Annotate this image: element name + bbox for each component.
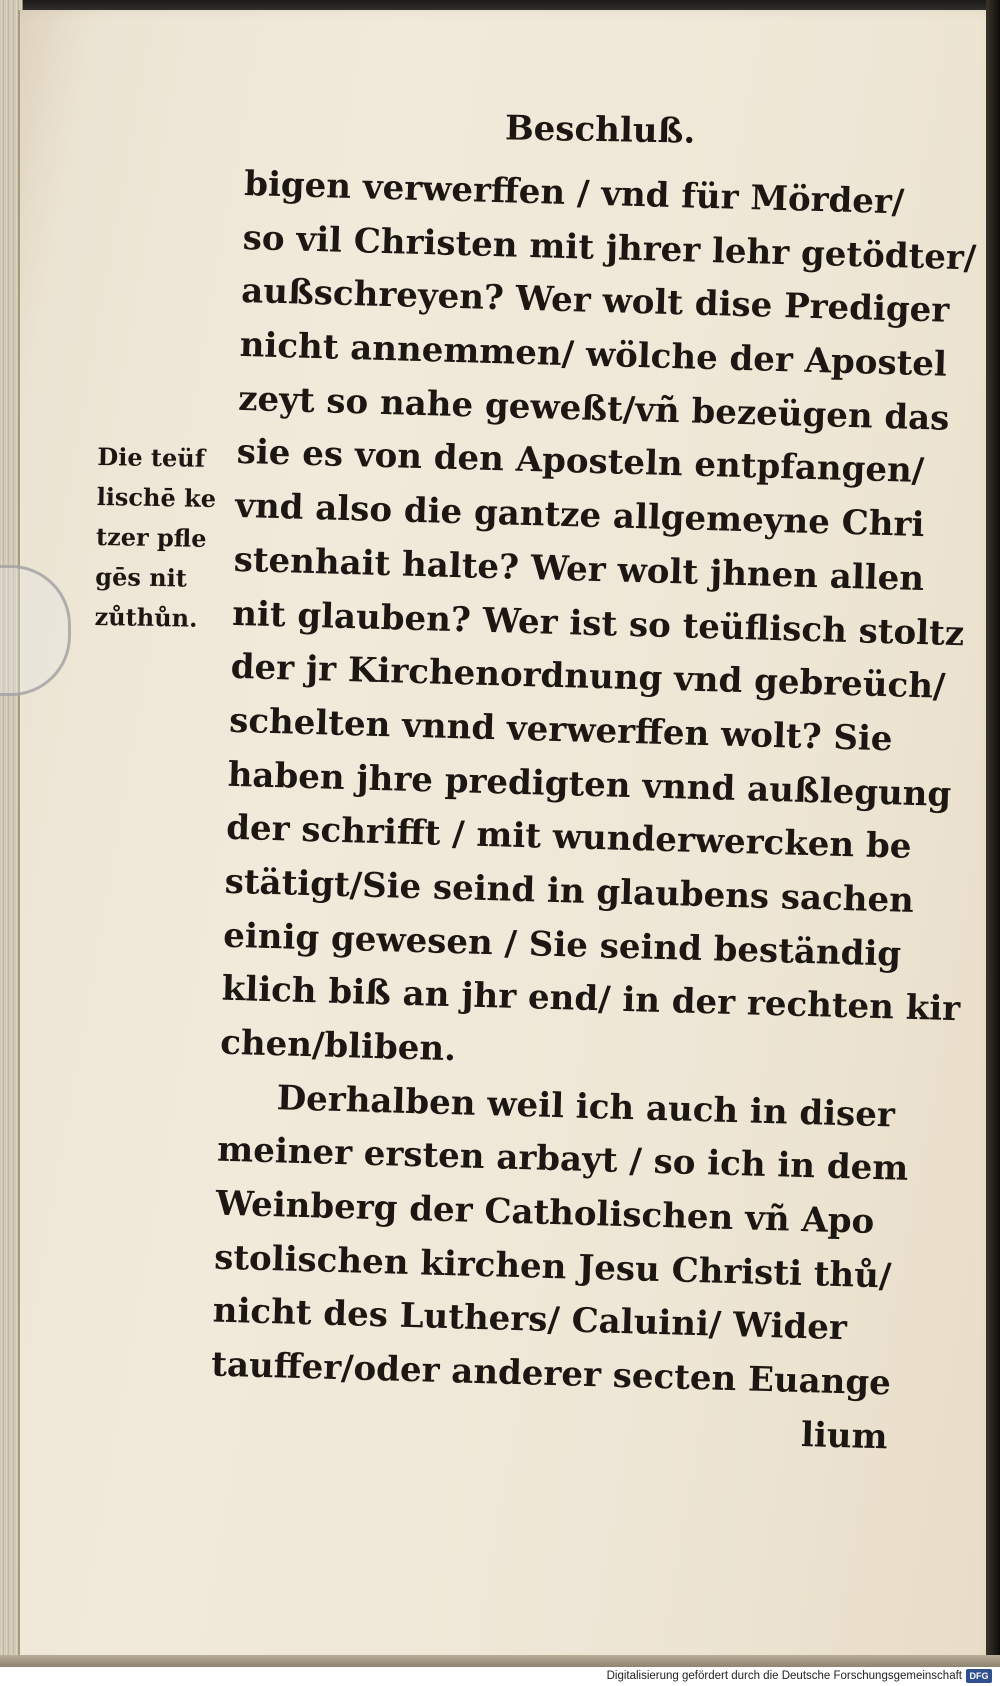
text-line: vnd also die gantze allgemeyne Chri [234, 485, 925, 546]
text-line: so vil Christen mit jhrer lehr getödter/ [242, 217, 977, 279]
marginal-note-line: zůthůn. [94, 601, 198, 633]
marginal-note [94, 437, 217, 639]
text-line: stenhait halte? Wer wolt jhnen allen [233, 539, 925, 599]
text-line: nit glauben? Wer ist so teüflisch stoltz [231, 593, 965, 654]
body-text [209, 158, 977, 1466]
text-line: stätigt/Sie seind in glaubens sachen [224, 861, 915, 921]
text-line: klich biß an jhr end/ in der rechten kir [221, 968, 961, 1030]
running-head: Beschluß. [504, 108, 696, 152]
text-line: Weinberg der Catholischen vñ Apo [215, 1183, 875, 1243]
text-line: nicht des Luthers/ Caluini/ Wider [212, 1290, 848, 1349]
footer-credit-text: Digitalisierung gefördert durch die Deutsche Forschungsgemeinschaft [606, 1670, 962, 1682]
scan-right-edge [986, 0, 1000, 1660]
marginal-note-line: gēs nit [95, 561, 188, 593]
text-line: nicht annemmen/ wölche der Apostel [239, 324, 948, 385]
text-line-paragraph-start: Derhalben weil ich auch in diser [276, 1077, 896, 1136]
text-line: sie es von den Aposteln entpfangen/ [236, 432, 925, 492]
dfg-logo: DFG [966, 1669, 992, 1683]
text-line: haben jhre predigten vnnd außlegung [227, 754, 952, 815]
catchword: lium [800, 1414, 889, 1458]
text-line: bigen verwerffen / vnd für Mörder/ [243, 163, 905, 223]
book-bottom-edge [0, 1655, 1000, 1667]
text-line: schelten vnnd verwerffen wolt? Sie [228, 700, 894, 760]
marginal-note-line: lischē ke [96, 481, 217, 514]
text-line: meiner ersten arbayt / so ich in dem [216, 1129, 909, 1190]
text-line: der jr Kirchenordnung vnd gebreüch/ [230, 646, 946, 707]
marginal-note-line: Die teüf [97, 441, 206, 473]
text-line: zeyt so nahe geweßt/vñ bezeügen das [237, 378, 950, 439]
text-line: tauffer/oder anderer secten Euange [210, 1344, 892, 1404]
text-line: außschreyen? Wer wolt dise Prediger [240, 271, 950, 332]
text-line: einig gewesen / Sie seind beständig [222, 915, 902, 975]
text-line: chen/bliben. [219, 1022, 457, 1070]
marginal-note-line: tzer pfle [95, 521, 207, 553]
text-line: der schrifft / mit wunderwercken be [225, 807, 912, 868]
text-line: stolischen kirchen Jesu Christi thů/ [213, 1237, 892, 1297]
